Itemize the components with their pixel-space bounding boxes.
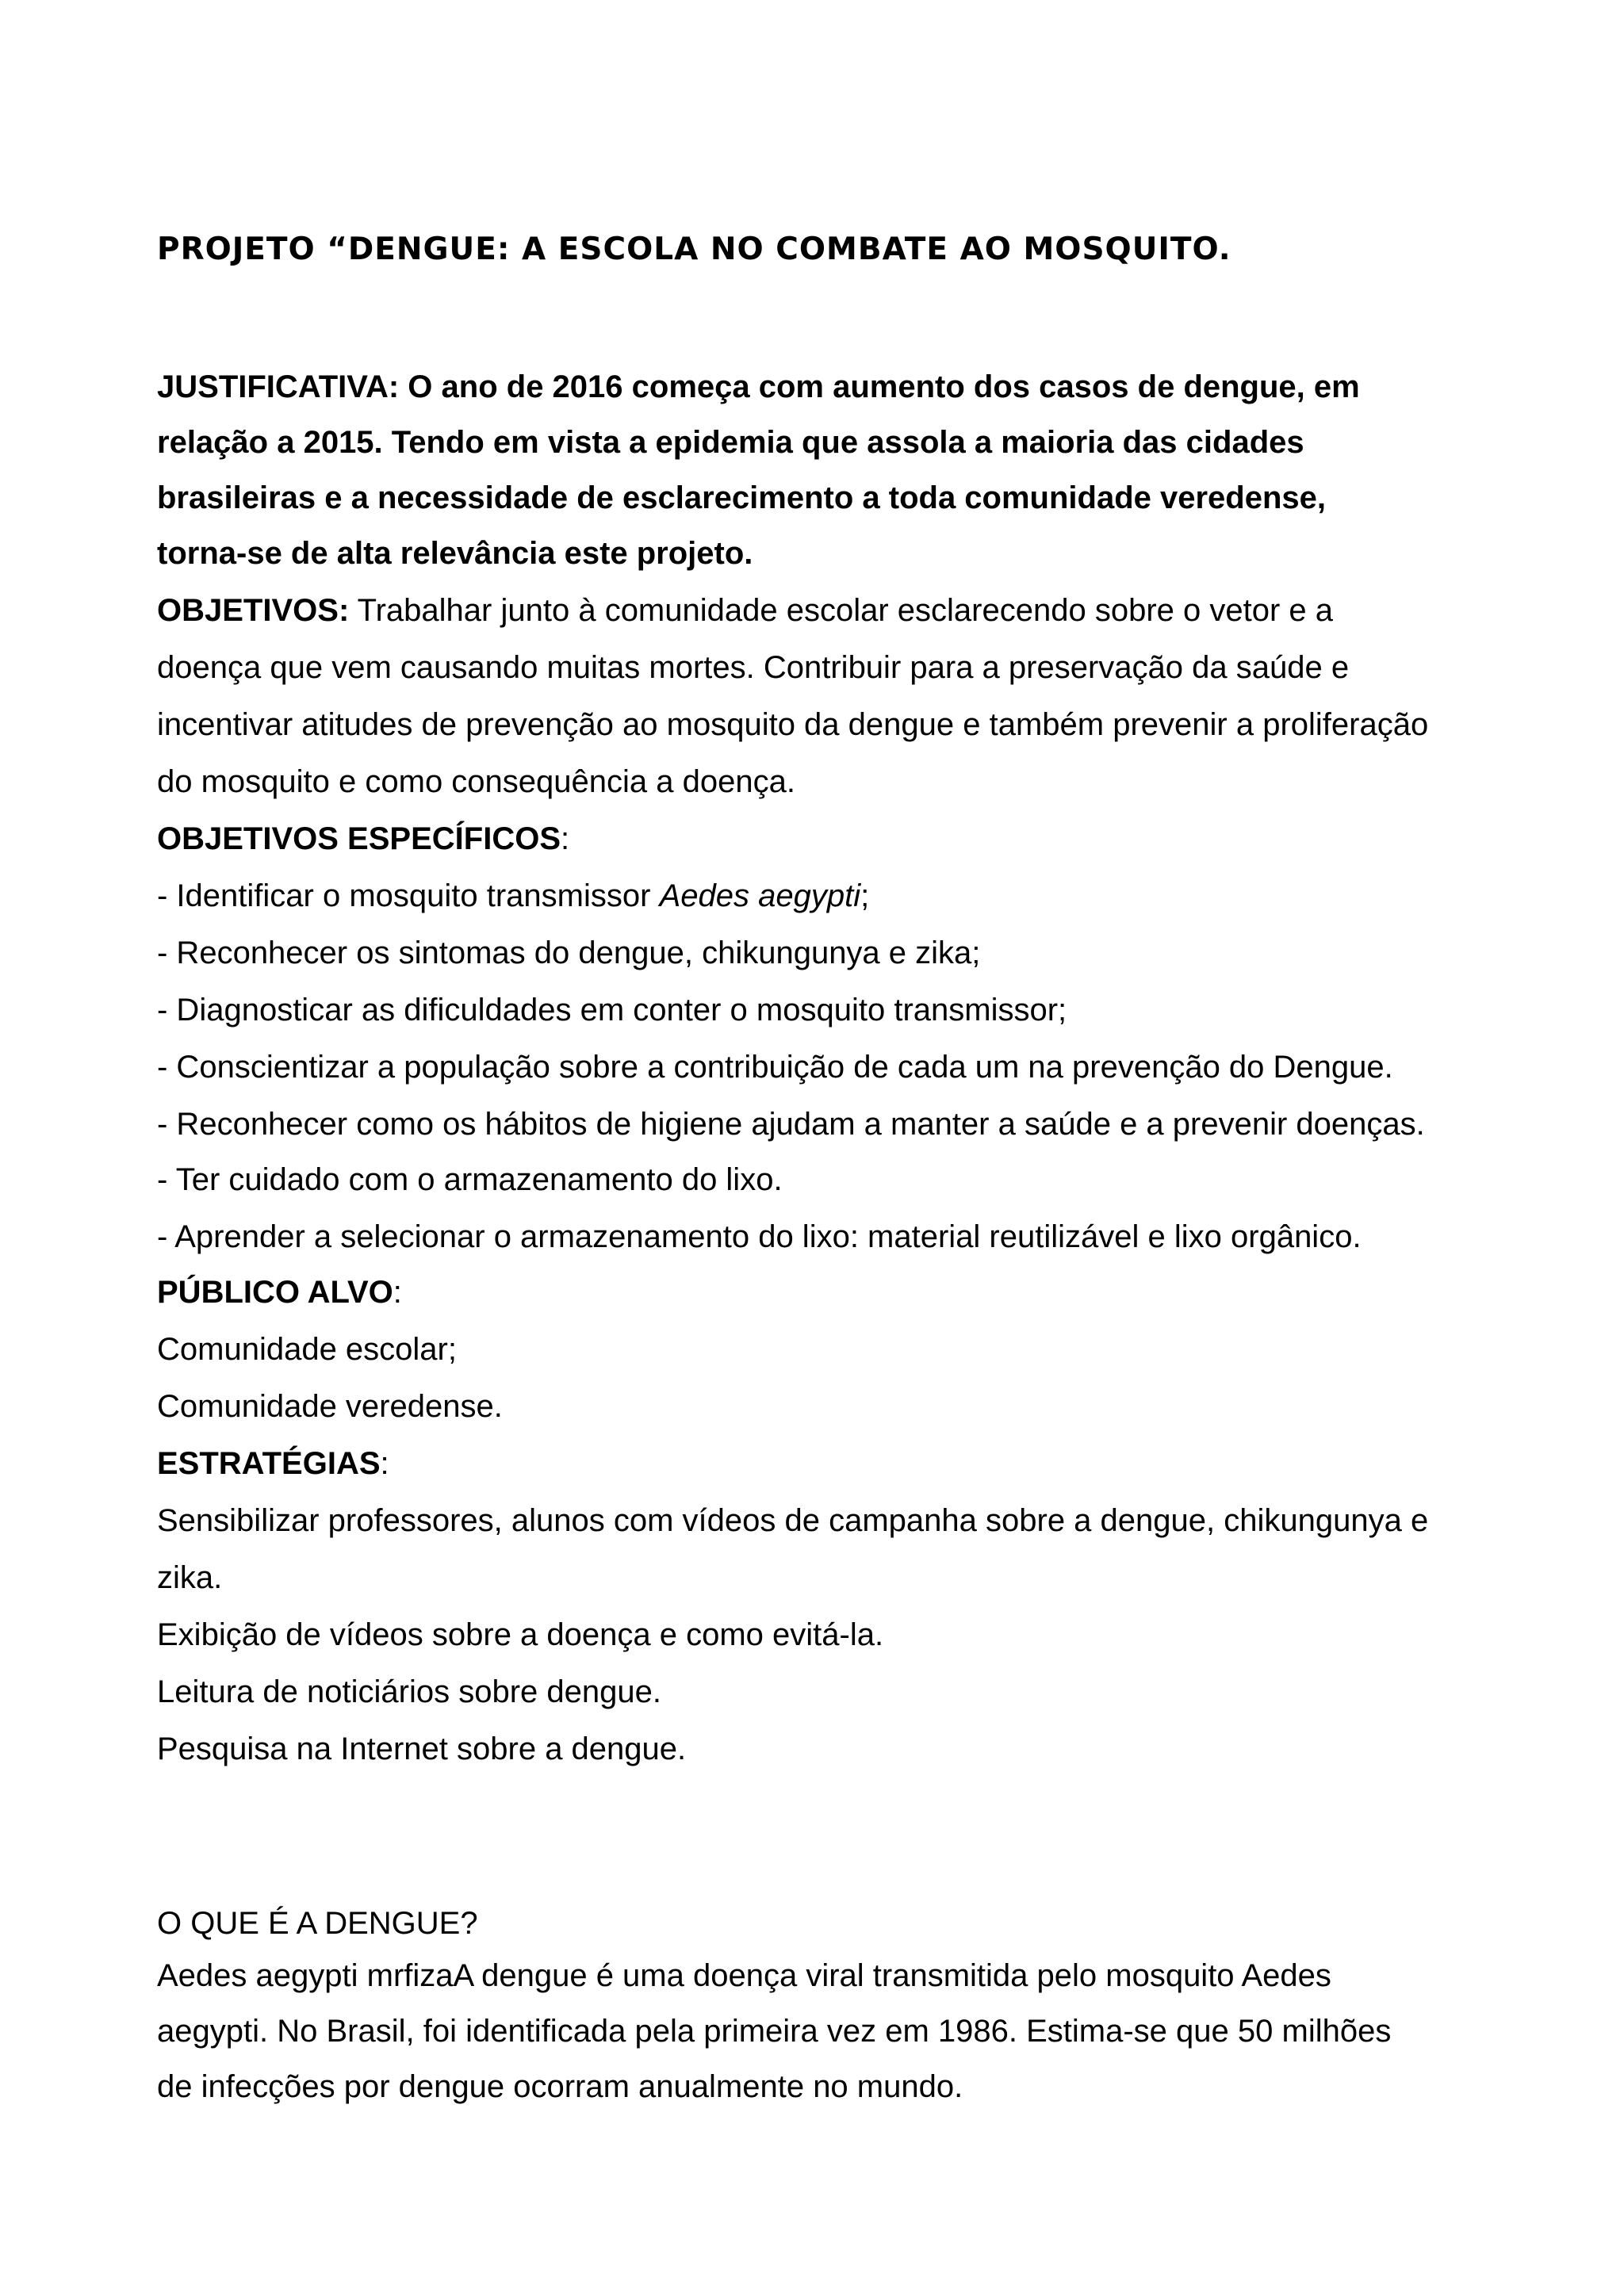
estrategias-heading: ESTRATÉGIAS: bbox=[157, 1446, 389, 1481]
o-que-e-line-1: Aedes aegypti mrfizaA dengue é uma doença viral transmitida pelo mosquito Aedes bbox=[157, 1958, 1331, 1993]
list-item: - Ter cuidado com o armazenamento do lixo. bbox=[157, 1162, 783, 1197]
objetivos-especificos-heading: OBJETIVOS ESPECÍFICOS: bbox=[157, 821, 570, 856]
o-que-e-line-2: aegypti. No Brasil, foi identificada pela primeira vez em 1986. Estima-se que 50 milhões bbox=[157, 2014, 1392, 2049]
list-item: - Conscientizar a população sobre a contribuição de cada um na prevenção do Dengue. bbox=[157, 1050, 1393, 1085]
list-item: Comunidade veredense. bbox=[157, 1389, 503, 1424]
objetivos-line-1: OBJETIVOS: Trabalhar junto à comunidade escolar esclarecendo sobre o vetor e a bbox=[157, 593, 1334, 628]
objetivos-line-2: doença que vem causando muitas mortes. Contribuir para a preservação da saúde e bbox=[157, 650, 1350, 685]
estrategias-line-5: Pesquisa na Internet sobre a dengue. bbox=[157, 1732, 687, 1766]
estrategias-label: ESTRATÉGIAS bbox=[157, 1446, 381, 1481]
estrategias-line-3: Exibição de vídeos sobre a doença e como evitá-la. bbox=[157, 1617, 884, 1652]
estrategias-line-4: Leitura de noticiários sobre dengue. bbox=[157, 1674, 661, 1709]
objetivos-line-3: incentivar atitudes de prevenção ao mosquito da dengue e também prevenir a proliferação bbox=[157, 707, 1429, 742]
justificativa-line-4: torna-se de alta relevância este projeto. bbox=[157, 536, 753, 571]
estrategias-line-1: Sensibilizar professores, alunos com vídeos de campanha sobre a dengue, chikungunya e bbox=[157, 1503, 1429, 1538]
list-item: - Identificar o mosquito transmissor Aedes aegypti; bbox=[157, 878, 870, 913]
justificativa-line-2: relação a 2015. Tendo em vista a epidemia que assola a maioria das cidades bbox=[157, 425, 1304, 460]
justificativa-line-3: brasileiras e a necessidade de esclarecimento a toda comunidade veredense, bbox=[157, 480, 1327, 515]
o-que-e-line-3: de infecções por dengue ocorram anualmente no mundo. bbox=[157, 2069, 963, 2104]
list-item: - Reconhecer como os hábitos de higiene ajudam a manter a saúde e a prevenir doenças. bbox=[157, 1107, 1425, 1142]
species-name: Aedes aegypti bbox=[659, 878, 861, 913]
justificativa-label: JUSTIFICATIVA: bbox=[157, 369, 400, 404]
objetivos-label: OBJETIVOS: bbox=[157, 593, 350, 628]
list-item: Comunidade escolar; bbox=[157, 1332, 457, 1367]
justificativa-line-1: JUSTIFICATIVA: O ano de 2016 começa com aumento dos casos de dengue, em bbox=[157, 369, 1360, 404]
publico-alvo-label: PÚBLICO ALVO bbox=[157, 1275, 393, 1310]
list-item: - Diagnosticar as dificuldades em conter o mosquito transmissor; bbox=[157, 993, 1067, 1027]
publico-alvo-heading: PÚBLICO ALVO: bbox=[157, 1275, 402, 1310]
document-title: PROJETO “DENGUE: A ESCOLA NO COMBATE AO MOSQUITO. bbox=[157, 232, 1231, 267]
objetivos-especificos-label: OBJETIVOS ESPECÍFICOS bbox=[157, 821, 561, 856]
estrategias-line-2: zika. bbox=[157, 1560, 223, 1595]
list-item: - Aprender a selecionar o armazenamento do lixo: material reutilizável e lixo orgânico. bbox=[157, 1219, 1362, 1254]
o-que-e-heading: O QUE É A DENGUE? bbox=[157, 1906, 478, 1941]
list-item: - Reconhecer os sintomas do dengue, chikungunya e zika; bbox=[157, 936, 981, 970]
objetivos-line-4: do mosquito e como consequência a doença. bbox=[157, 764, 795, 799]
